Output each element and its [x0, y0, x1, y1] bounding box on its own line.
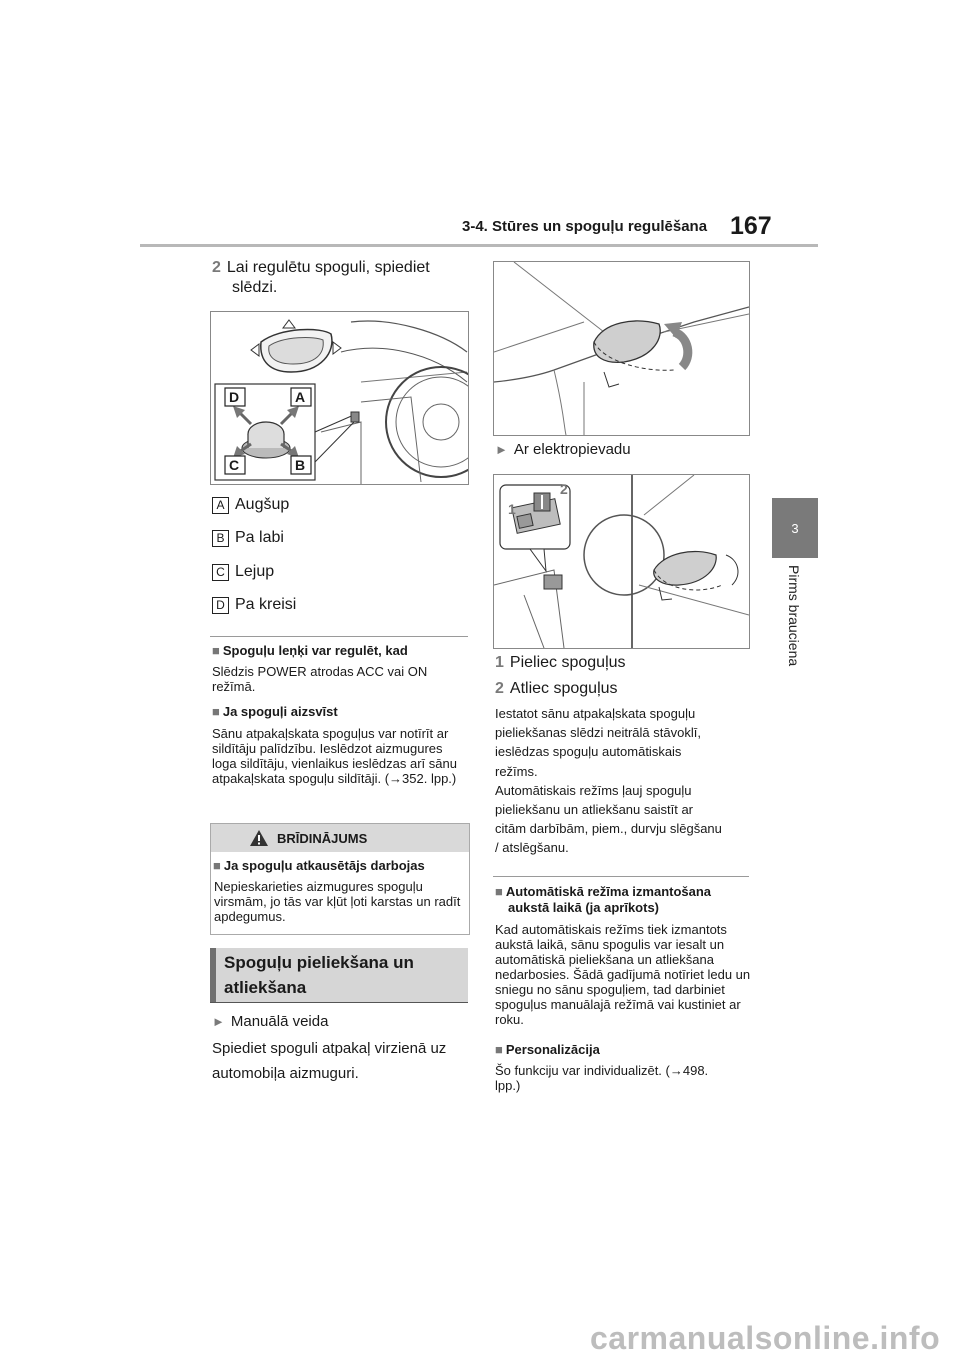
step-text: Atliec spoguļus: [509, 680, 618, 697]
square-bullet-icon: ■: [212, 643, 220, 658]
section-title-line2: atliekšana: [224, 978, 307, 997]
section-header: 3-4. Stūres un spoguļu regulēšana: [462, 218, 708, 235]
triangle-bullet-icon: ►: [495, 442, 508, 457]
note-heading: ■ Spoguļu leņķi var regulēt, kad: [212, 643, 408, 658]
warning-body: Nepieskarieties aizmugures spoguļu virsmām, jo tās var kļūt ļoti karstas un radīt apdegumus.: [214, 879, 461, 924]
divider: [210, 636, 468, 637]
auto-line: režīms.: [495, 763, 538, 779]
auto-line: pieliekšanas slēdzi neitrālā stāvoklī,: [495, 725, 701, 741]
note-body: Slēdzis POWER atrodas ACC vai ON režīmā.: [212, 664, 428, 694]
manual-text-line2: automobiļa aizmuguri.: [212, 1065, 359, 1082]
triangle-bullet-icon: ►: [212, 1014, 225, 1029]
section-bar: [210, 948, 216, 1002]
header-rule: [140, 244, 818, 247]
warning-heading: ■ Ja spoguļu atkausētājs darbojas: [213, 858, 425, 873]
label-1: 1: [508, 501, 516, 517]
chapter-label: Pirms brauciena: [786, 565, 802, 667]
chapter-tab: [772, 498, 818, 558]
section-title-box: [210, 948, 468, 1002]
direction-up: [212, 496, 289, 514]
note-heading: ■ Automātiskā režīma izmantošana aukstā laikā (ja aprīkots): [495, 884, 712, 915]
section-title-line1: Spoguļu pieliekšana un: [224, 953, 414, 972]
direction-down: [212, 563, 274, 581]
manual-fold-illustration: [494, 262, 749, 435]
label-2: 2: [560, 481, 568, 497]
electric-fold-figure: [493, 474, 750, 649]
letter-a-icon: A: [212, 497, 229, 514]
auto-line: citām darbībām, piem., durvju slēgšanu: [495, 821, 722, 837]
step-2-unfold: [495, 676, 618, 702]
mirror-switch-figure: [210, 311, 469, 485]
label-b: B: [295, 457, 306, 473]
square-bullet-icon: ■: [495, 884, 503, 899]
manual-text-line1: Spiediet spoguli atpakaļ virzienā uz: [212, 1040, 447, 1057]
note-body: Šo funkciju var individualizēt. (→498. lpp.): [495, 1063, 709, 1093]
watermark: carmanualsonline.info: [590, 1320, 941, 1356]
divider: [493, 876, 749, 877]
square-bullet-icon: ■: [213, 858, 221, 873]
letter-c-icon: C: [212, 564, 229, 581]
label-d: D: [229, 389, 240, 405]
step-number: 2: [212, 259, 221, 276]
manual-fold-figure: [493, 261, 750, 436]
direction-text: Augšup: [235, 496, 290, 513]
electric-label: ► Ar elektropievadu: [495, 441, 631, 458]
warning-title: BRĪDINĀJUMS: [277, 830, 368, 846]
label-a: A: [295, 389, 306, 405]
note-heading: ■ Personalizācija: [495, 1042, 600, 1057]
step-text: Pieliec spoguļus: [509, 654, 626, 671]
auto-line: / atslēgšanu.: [495, 840, 569, 856]
auto-line: Automātiskais režīms ļauj spoguļu: [495, 782, 692, 798]
auto-mode-text: [495, 704, 722, 858]
mirror-switch-illustration: [211, 312, 468, 484]
section-underline: [210, 1002, 468, 1003]
note-body: Kad automātiskais režīms tiek izmantots aukstā laikā, sānu spogulis var iesalt un automātiskā pieliekšana un atliekšana nedarbosies. Šādā gadījumā notīriet ledu un sniegu no sānu spoguļiem, tad darbiniet spoguļus manuālajā režīmā vai kustiniet ar roku.: [495, 922, 751, 1027]
step-text-line2: slēdzi.: [232, 279, 278, 296]
letter-d-icon: D: [212, 597, 229, 614]
direction-text: Pa labi: [235, 529, 284, 546]
square-bullet-icon: ■: [495, 1042, 503, 1057]
electric-fold-illustration: [494, 475, 749, 648]
letter-b-icon: B: [212, 530, 229, 547]
manual-label: ► Manuālā veida: [212, 1013, 329, 1030]
square-bullet-icon: ■: [212, 704, 220, 719]
page-number: 167: [730, 212, 772, 240]
direction-right: [212, 529, 284, 547]
step-number: 2: [495, 680, 504, 697]
note-body: Sānu atpakaļskata spoguļus var notīrīt ar sildītāju palīdzību. Ieslēdzot aizmugures loga sildītāju, vienlaikus ieslēdzas arī sānu atpakaļskata spoguļu sildītāji. (→352. lpp.): [212, 726, 457, 786]
chapter-number: 3: [791, 520, 799, 536]
step-number: 1: [495, 654, 504, 671]
label-c: C: [229, 457, 240, 473]
step-1-fold: [495, 650, 626, 676]
direction-left: [212, 596, 296, 614]
warning-header: [211, 824, 469, 852]
note-heading: ■ Ja spoguļi aizsvīst: [212, 704, 338, 719]
direction-text: Lejup: [235, 563, 275, 580]
warning-triangle-icon: [249, 829, 269, 847]
auto-line: Iestatot sānu atpakaļskata spoguļu: [495, 706, 696, 721]
direction-text: Pa kreisi: [235, 596, 297, 613]
auto-line: ieslēdzas spoguļu automātiskais: [495, 744, 682, 760]
step-text-line1: Lai regulētu spoguli, spiediet: [226, 259, 430, 276]
auto-line: pieliekšanu un atliekšanu saistīt ar: [495, 802, 694, 818]
warning-box: [210, 823, 470, 935]
